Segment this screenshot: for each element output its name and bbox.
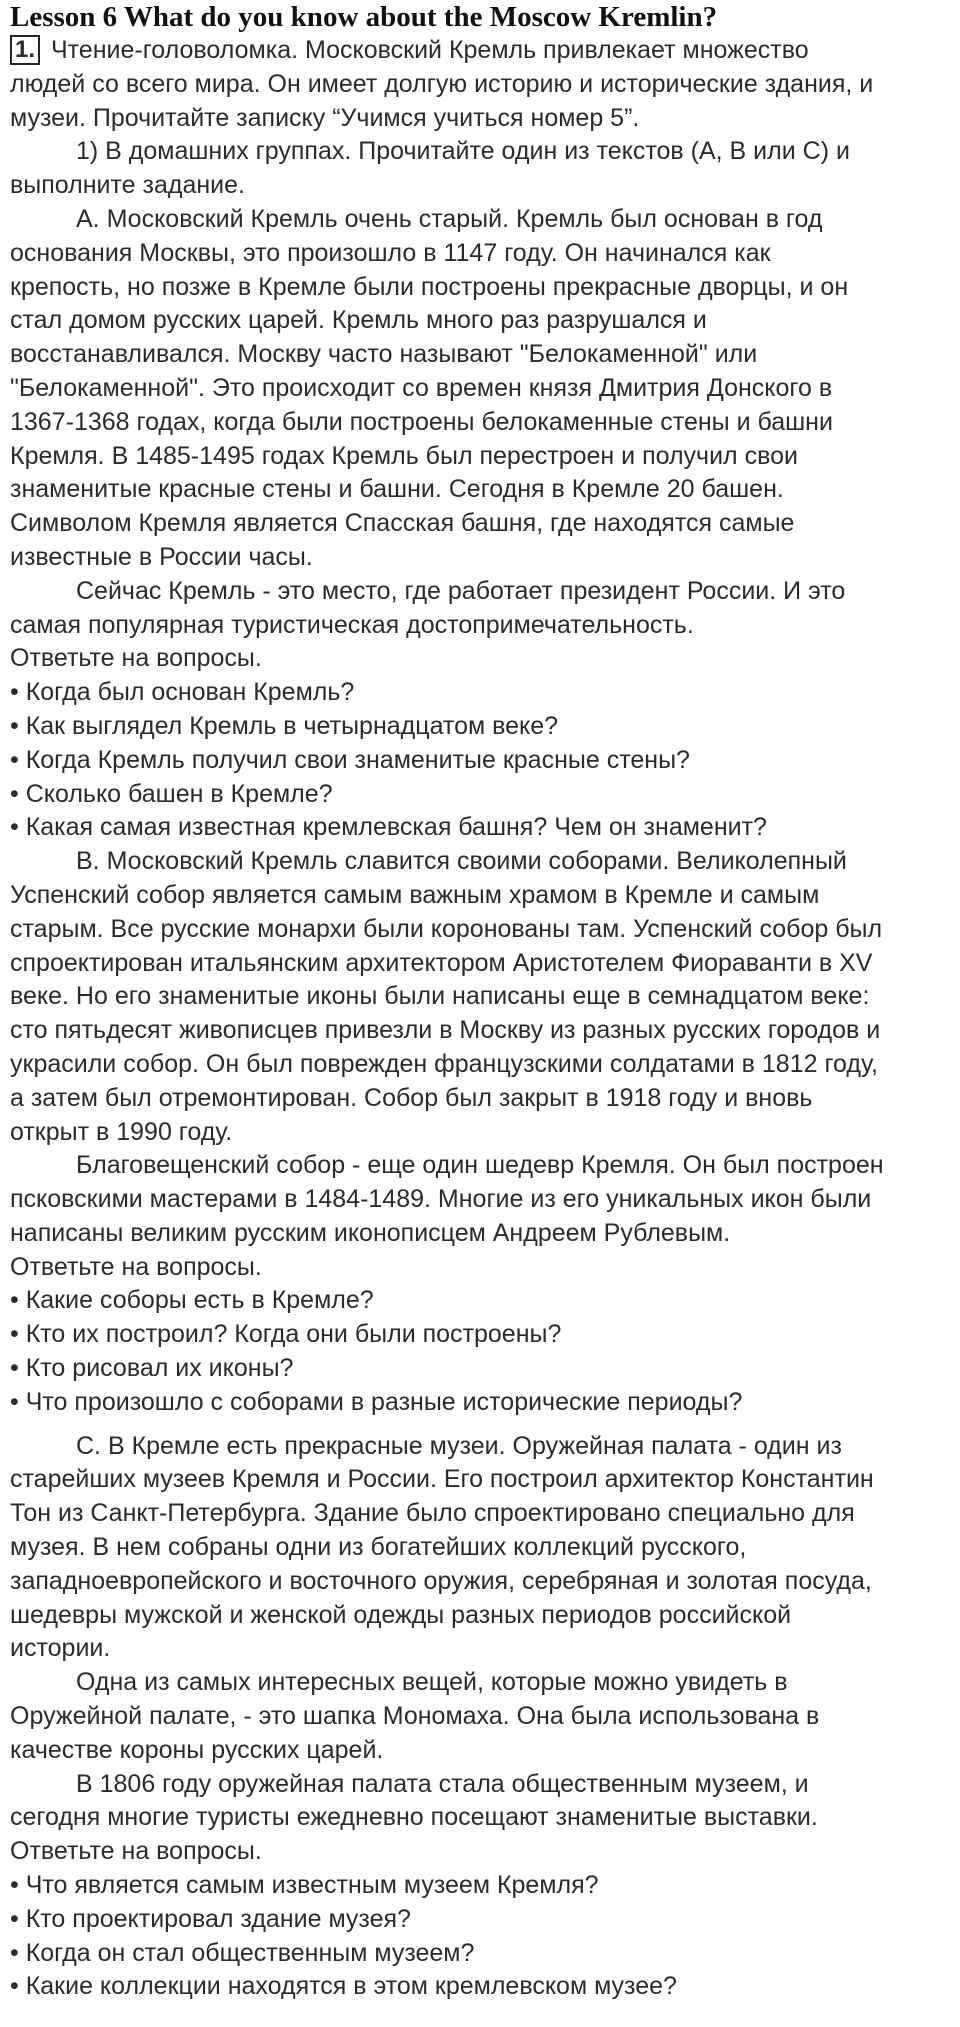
text-b-line: веке. Но его знаменитые иконы были написаны еще в семнадцатом веке:	[10, 982, 870, 1011]
question-item: • Какие коллекции находятся в этом кремлевском музее?	[10, 1970, 952, 2004]
text-c-line: сегодня многие туристы ежедневно посещают знаменитые выставки.	[10, 1803, 818, 1832]
questions-heading: Ответьте на вопросы.	[10, 1837, 262, 1866]
question-item: • Когда он стал общественным музеем?	[10, 1937, 952, 1971]
question-item: • Кто проектировал здание музея?	[10, 1903, 952, 1937]
text-c-line: качестве короны русских царей.	[10, 1735, 384, 1764]
text-a-line: A. Московский Кремль очень старый. Кремль был основан в год	[76, 204, 823, 233]
subtask-line: выполните задание.	[10, 171, 245, 200]
question-item: • Когда Кремль получил свои знаменитые красные стены?	[10, 744, 952, 778]
text-a-line: крепость, но позже в Кремле были построены прекрасные дворцы, и он	[10, 272, 849, 301]
text-c-line: Оружейной палате, - это шапка Мономаха. Она была использована в	[10, 1702, 820, 1731]
text-a-line: 1367-1368 годах, когда были построены белокаменные стены и башни	[10, 407, 833, 436]
text-b-line: B. Московский Кремль славится своими соборами. Великолепный	[76, 847, 847, 876]
question-item: • Сколько башен в Кремле?	[10, 778, 952, 812]
text-a-line: стал домом русских царей. Кремль много раз разрушался и	[10, 306, 707, 335]
task-intro-line: музеи. Прочитайте записку “Учимся учиться номер 5”.	[10, 103, 640, 132]
questions-heading: Ответьте на вопросы.	[10, 1252, 262, 1281]
text-c-line: музея. В нем собраны одни из богатейших коллекций русского,	[10, 1533, 747, 1562]
text-a-line: самая популярная туристическая достопримечательность.	[10, 610, 694, 639]
text-c-line: Одна из самых интересных вещей, которые можно увидеть в	[76, 1668, 788, 1697]
text-a-line: Кремля. В 1485-1495 годах Кремль был перестроен и получил свои	[10, 441, 798, 470]
task-intro-line	[10, 34, 952, 68]
text-c-section	[10, 1430, 952, 2005]
task-intro-text: Чтение-головоломка. Московский Кремль привлекает множество	[50, 36, 809, 64]
question-item: • Что произошло с соборами в разные исторические периоды?	[10, 1386, 952, 1420]
text-a-line: Сейчас Кремль - это место, где работает президент России. И это	[76, 576, 846, 605]
text-c-line: шедевры мужской и женской одежды разных периодов российской	[10, 1600, 792, 1629]
text-b-line: написаны великим русским иконописцем Андреем Рублевым.	[10, 1218, 731, 1247]
question-item: • Какие соборы есть в Кремле?	[10, 1284, 952, 1318]
text-c-line: C. В Кремле есть прекрасные музеи. Оружейная палата - один из	[76, 1431, 842, 1460]
text-a-line: известные в России часы.	[10, 542, 313, 571]
text-b-line: псковскими мастерами в 1484-1489. Многие из его уникальных икон были	[10, 1185, 872, 1214]
questions-heading: Ответьте на вопросы.	[10, 644, 262, 673]
subtask-line: 1) В домашних группах. Прочитайте один из текстов (A, B или C) и	[76, 137, 850, 166]
text-a-line: восстанавливался. Москву часто называют "Белокаменной" или	[10, 340, 758, 369]
question-item: • Что является самым известным музеем Кремля?	[10, 1869, 952, 1903]
text-c-line: Тон из Санкт-Петербурга. Здание было спроектировано специально для	[10, 1499, 855, 1528]
text-c-line: старейших музеев Кремля и России. Его построил архитектор Константин	[10, 1465, 874, 1494]
text-b-line: Благовещенский собор - еще один шедевр Кремля. Он был построен	[76, 1151, 884, 1180]
question-item: • Как выглядел Кремль в четырнадцатом веке?	[10, 710, 952, 744]
task-intro-line: людей со всего мира. Он имеет долгую историю и исторические здания, и	[10, 69, 874, 98]
question-item: • Какая самая известная кремлевская башня? Чем он знаменит?	[10, 811, 952, 845]
text-a-line: Символом Кремля является Спасская башня, где находятся самые	[10, 509, 795, 538]
lesson-title: Lesson 6 What do you know about the Moscow Kremlin?	[10, 1, 718, 33]
text-b-line: сто пятьдесят живописцев привезли в Москву из разных русских городов и	[10, 1016, 881, 1045]
text-a-line: знаменитые красные стены и башни. Сегодня в Кремле 20 башен.	[10, 475, 784, 504]
text-c-line: В 1806 году оружейная палата стала общественным музеем, и	[76, 1769, 809, 1798]
text-b-line: а затем был отремонтирован. Собор был закрыт в 1918 году и вновь	[10, 1083, 813, 1112]
text-c-line: западноевропейского и восточного оружия, серебряная и золотая посуда,	[10, 1566, 872, 1595]
text-b-section	[10, 845, 952, 1420]
text-b-line: спроектирован итальянским архитектором Аристотелем Фиораванти в XV	[10, 948, 873, 977]
question-item: • Когда был основан Кремль?	[10, 676, 952, 710]
task-number: 1.	[10, 35, 40, 65]
task-intro	[10, 34, 952, 203]
question-item: • Кто их построил? Когда они были построены?	[10, 1318, 952, 1352]
text-b-line: старым. Все русские монархи были коронованы там. Успенский собор был	[10, 914, 883, 943]
text-b-line: Успенский собор является самым важным храмом в Кремле и самым	[10, 880, 820, 909]
text-b-line: открыт в 1990 году.	[10, 1117, 233, 1146]
text-a-line: основания Москвы, это произошло в 1147 году. Он начинался как	[10, 238, 771, 267]
text-a-section	[10, 203, 952, 845]
text-a-line: "Белокаменной". Это происходит со времен князя Дмитрия Донского в	[10, 373, 833, 402]
question-item: • Кто рисовал их иконы?	[10, 1352, 952, 1386]
text-c-line: истории.	[10, 1634, 111, 1663]
text-b-line: украсили собор. Он был поврежден французскими солдатами в 1812 году,	[10, 1049, 878, 1078]
